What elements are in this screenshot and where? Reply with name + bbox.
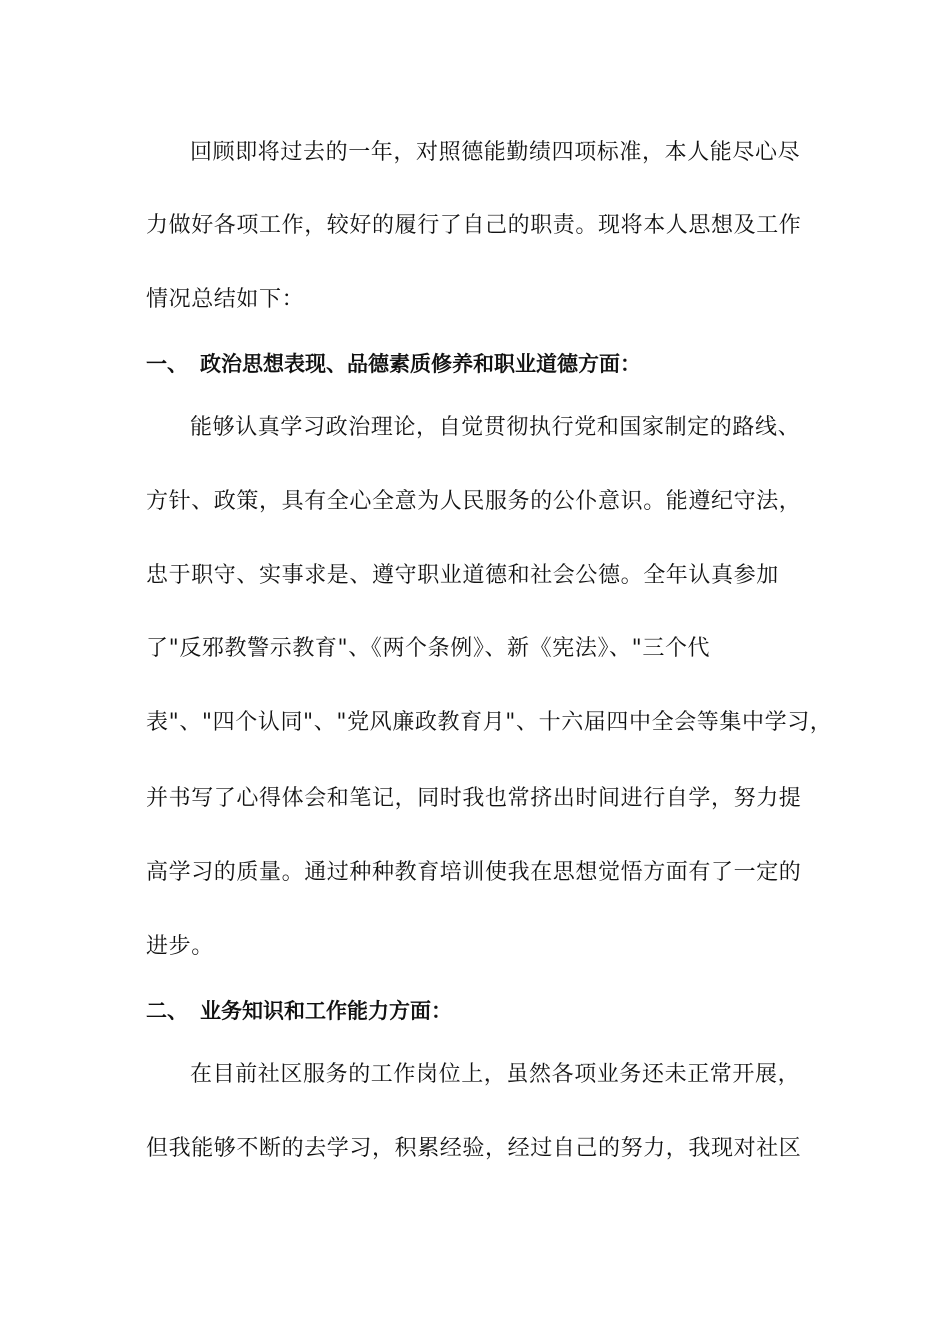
paragraph-line: 回顾即将过去的一年，对照德能勤绩四项标准，本人能尽心尽 <box>190 140 801 165</box>
paragraph-line: 了"反邪教警示教育"、《两个条例》、新《宪法》、"三个代 <box>146 636 711 661</box>
section-title: 政治思想表现、品德素质修养和职业道德方面： <box>200 352 641 376</box>
paragraph-line: 并书写了心得体会和笔记，同时我也常挤出时间进行自学，努力提 <box>146 786 802 811</box>
section-number: 一、 <box>146 352 188 376</box>
paragraph-line: 力做好各项工作，较好的履行了自己的职责。现将本人思想及工作 <box>146 213 802 238</box>
paragraph-line: 方针、政策，具有全心全意为人民服务的公仆意识。能遵纪守法， <box>146 489 802 514</box>
paragraph-line: 高学习的质量。通过种种教育培训使我在思想觉悟方面有了一定的 <box>146 860 802 885</box>
paragraph-line: 进步。 <box>146 934 214 959</box>
section-number: 二、 <box>146 999 188 1023</box>
paragraph-line: 情况总结如下： <box>146 287 305 312</box>
paragraph-line: 但我能够不断的去学习，积累经验，经过自己的努力，我现对社区 <box>146 1136 802 1161</box>
paragraph-line: 在目前社区服务的工作岗位上，虽然各项业务还未正常开展， <box>190 1062 801 1087</box>
section-title: 业务知识和工作能力方面： <box>200 999 452 1023</box>
paragraph-line: 忠于职守、实事求是、遵守职业道德和社会公德。全年认真参加 <box>146 563 779 588</box>
section-heading-2 <box>146 996 452 1026</box>
paragraph-line: 表"、"四个认同"、"党风廉政教育月"、十六届四中全会等集中学习， <box>146 710 833 735</box>
section-heading-1 <box>146 349 641 379</box>
paragraph-line: 能够认真学习政治理论，自觉贯彻执行党和国家制定的路线、 <box>190 415 801 440</box>
